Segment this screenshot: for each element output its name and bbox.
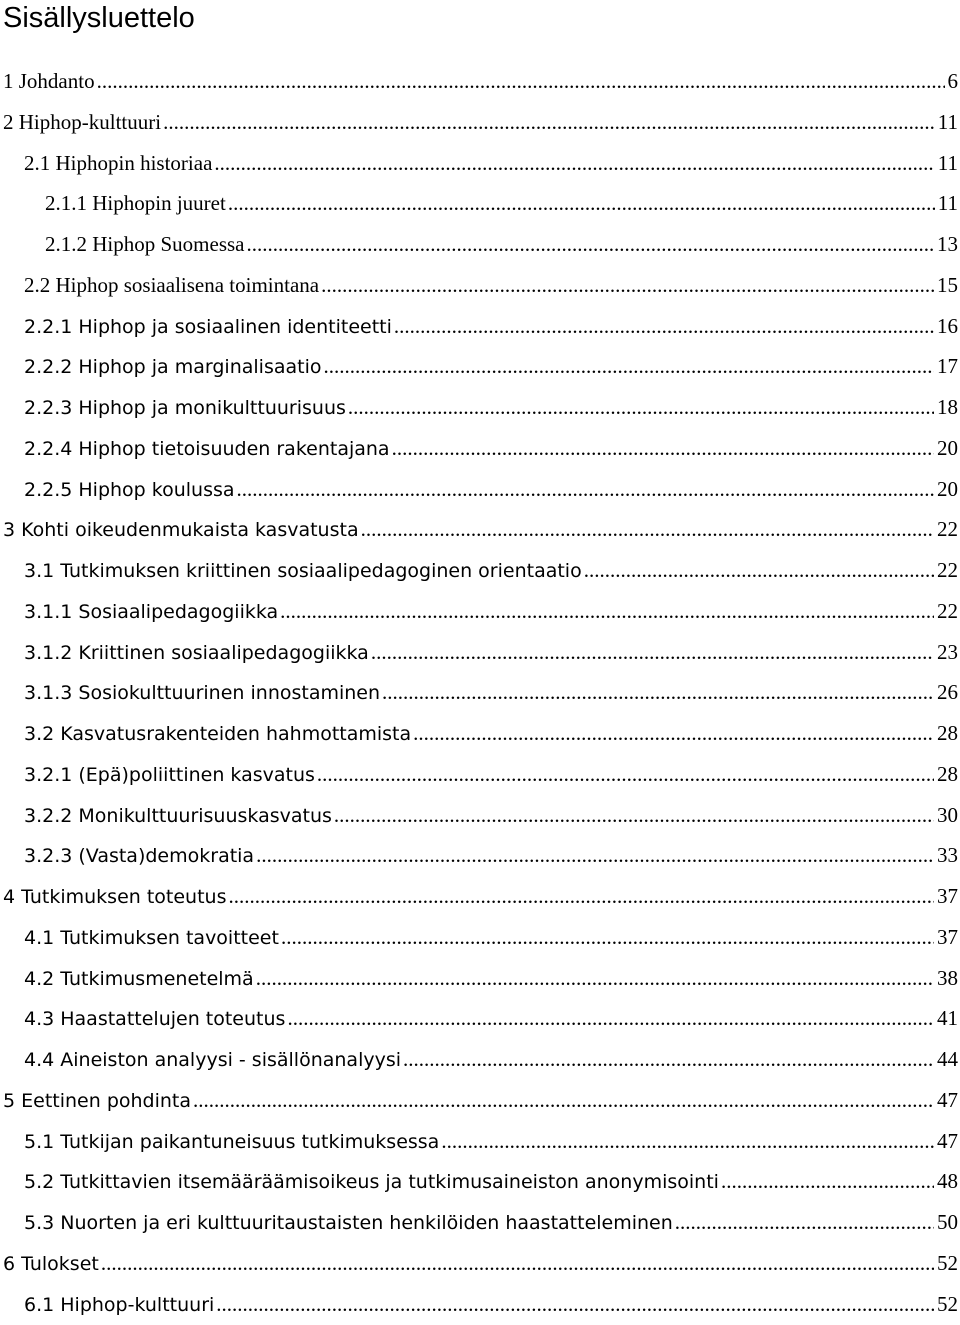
toc-entry-label: 4 Tutkimuksen toteutus [3,877,227,918]
toc-entry[interactable] [0,1202,960,1243]
toc-entry[interactable] [0,509,960,550]
toc-entry-label: 5 Eettinen pohdinta [3,1081,191,1122]
dot-leader [392,428,934,469]
toc-entry[interactable] [0,102,960,143]
toc-entry-page-number: 15 [937,265,958,306]
toc-entry[interactable] [0,183,960,224]
toc-entry-page-number: 37 [937,917,958,958]
toc-entry-label: 2.2.1 Hiphop ja sosiaalinen identiteetti [24,307,392,348]
toc-entry-page-number: 23 [937,632,958,673]
toc-entry-page-number: 22 [937,591,958,632]
dot-leader [247,224,935,265]
toc-entry[interactable] [0,672,960,713]
toc-entry-page-number: 48 [937,1161,958,1202]
toc-entry-label: 6.1 Hiphop-kulttuuri [24,1285,214,1325]
toc-entry-page-number: 20 [937,469,958,510]
toc-entry[interactable] [0,1080,960,1121]
toc-entry[interactable] [0,550,960,591]
toc-entry-label: 4.4 Aineiston analyysi - sisällönanalyysi [24,1040,401,1081]
toc-entry-page-number: 16 [937,306,958,347]
toc-entry-page-number: 11 [938,143,958,184]
dot-leader [321,265,934,306]
dot-leader [324,346,935,387]
toc-entry-page-number: 30 [937,795,958,836]
toc-entry[interactable] [0,143,960,184]
dot-leader [237,469,934,510]
toc-entry-page-number: 26 [937,672,958,713]
toc-entry-label: 5.1 Tutkijan paikantuneisuus tutkimuksessa [24,1122,439,1163]
toc-entry-label: 2.2.5 Hiphop koulussa [24,470,235,511]
dot-leader [216,1284,934,1325]
dot-leader [382,672,934,713]
dot-leader [256,958,934,999]
toc-entry[interactable] [0,306,960,347]
toc-entry[interactable] [0,713,960,754]
toc-entry[interactable] [0,998,960,1039]
dot-leader [256,835,934,876]
toc-entry[interactable] [0,1243,960,1284]
dot-leader [394,306,934,347]
toc-entry-page-number: 22 [937,509,958,550]
toc-entry-label: 2.2.2 Hiphop ja marginalisaatio [24,347,322,388]
toc-entry-page-number: 47 [937,1080,958,1121]
toc-entry[interactable] [0,387,960,428]
toc-entry-page-number: 28 [937,754,958,795]
toc-entry[interactable] [0,469,960,510]
toc-entry-page-number: 33 [937,835,958,876]
toc-entry[interactable] [0,795,960,836]
toc-entry-label: 5.2 Tutkittavien itsemääräämisoikeus ja tutkimusaineiston anonymisointi [24,1162,719,1203]
dot-leader [441,1121,934,1162]
dot-leader [281,917,934,958]
toc-entry-label: 3.2.1 (Epä)poliittinen kasvatus [24,755,315,796]
toc-entry-label: 3 Kohti oikeudenmukaista kasvatusta [3,510,359,551]
toc-entry[interactable] [0,224,960,265]
toc-entry[interactable] [0,346,960,387]
toc-entry-label: 2.2.4 Hiphop tietoisuuden rakentajana [24,429,390,470]
toc-entry-page-number: 38 [937,958,958,999]
toc-entry-page-number: 37 [937,876,958,917]
toc-entry[interactable] [0,61,960,102]
dot-leader [229,876,935,917]
toc-entry-page-number: 52 [937,1284,958,1325]
dot-leader [721,1161,934,1202]
dot-leader [101,1243,934,1284]
toc-entry-label: 4.2 Tutkimusmenetelmä [24,959,254,1000]
dot-leader [287,998,934,1039]
toc-entry[interactable] [0,591,960,632]
toc-entry-label: 1 Johdanto [3,61,95,102]
dot-leader [348,387,934,428]
dot-leader [413,713,934,754]
page-title: Sisällysluettelo [3,0,195,36]
toc-entry-label: 5.3 Nuorten ja eri kulttuuritaustaisten henkilöiden haastatteleminen [24,1203,673,1244]
toc-entry[interactable] [0,428,960,469]
toc-entry[interactable] [0,958,960,999]
toc-entry-label: 2.2 Hiphop sosiaalisena toimintana [24,265,319,306]
toc-entry[interactable] [0,1039,960,1080]
toc-entry-label: 3.2.2 Monikulttuurisuuskasvatus [24,796,332,837]
toc-entry-page-number: 52 [937,1243,958,1284]
toc-entry-label: 2.1.1 Hiphopin juuret [45,183,226,224]
dot-leader [361,509,934,550]
toc-entry[interactable] [0,1284,960,1325]
toc-entry[interactable] [0,265,960,306]
dot-leader [214,143,934,184]
toc-entry-page-number: 47 [937,1121,958,1162]
toc-entry-label: 3.1.2 Kriittinen sosiaalipedagogiikka [24,633,369,674]
toc-entry-label: 3.1.1 Sosiaalipedagogiikka [24,592,278,633]
dot-leader [228,183,935,224]
toc-entry-page-number: 50 [937,1202,958,1243]
toc-entry-page-number: 6 [948,61,959,102]
toc-entry-label: 2.1.2 Hiphop Suomessa [45,224,245,265]
toc-entry-label: 3.2 Kasvatusrakenteiden hahmottamista [24,714,411,755]
dot-leader [403,1039,934,1080]
toc-entry[interactable] [0,876,960,917]
toc-entry[interactable] [0,917,960,958]
toc-entry-page-number: 20 [937,428,958,469]
table-of-contents [0,61,960,1324]
toc-entry[interactable] [0,632,960,673]
dot-leader [193,1080,934,1121]
toc-entry-page-number: 41 [937,998,958,1039]
dot-leader [584,550,934,591]
toc-entry-page-number: 22 [937,550,958,591]
dot-leader [317,754,934,795]
dot-leader [163,102,935,143]
toc-entry[interactable] [0,1121,960,1162]
dot-leader [675,1202,934,1243]
toc-entry[interactable] [0,835,960,876]
toc-entry-label: 3.1.3 Sosiokulttuurinen innostaminen [24,673,380,714]
toc-entry-page-number: 17 [937,346,958,387]
toc-entry[interactable] [0,754,960,795]
toc-entry-label: 2.2.3 Hiphop ja monikulttuurisuus [24,388,346,429]
toc-entry-label: 3.2.3 (Vasta)demokratia [24,836,254,877]
toc-entry[interactable] [0,1161,960,1202]
dot-leader [97,61,945,102]
toc-entry-label: 6 Tulokset [3,1244,99,1285]
dot-leader [371,632,934,673]
dot-leader [280,591,934,632]
toc-entry-page-number: 11 [938,183,958,224]
toc-entry-page-number: 44 [937,1039,958,1080]
dot-leader [334,795,934,836]
toc-entry-label: 2 Hiphop-kulttuuri [3,102,161,143]
toc-entry-page-number: 11 [938,102,958,143]
toc-entry-label: 3.1 Tutkimuksen kriittinen sosiaalipedagoginen orientaatio [24,551,582,592]
toc-entry-label: 4.1 Tutkimuksen tavoitteet [24,918,279,959]
toc-entry-page-number: 28 [937,713,958,754]
toc-entry-page-number: 18 [937,387,958,428]
toc-entry-page-number: 13 [937,224,958,265]
toc-entry-label: 2.1 Hiphopin historiaa [24,143,212,184]
toc-entry-label: 4.3 Haastattelujen toteutus [24,999,285,1040]
